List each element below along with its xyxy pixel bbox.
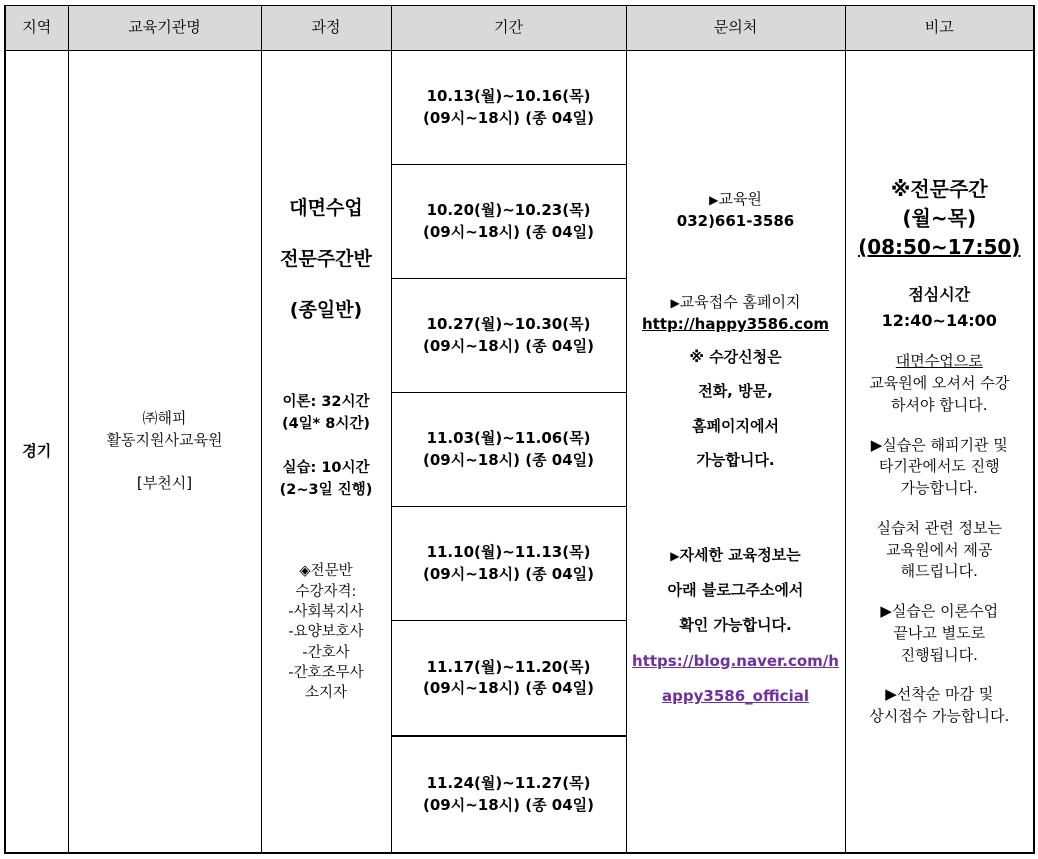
header-remarks: 비고 [845, 6, 1034, 51]
period-dates: 11.17(월)~11.20(목) [426, 657, 591, 676]
period-time: (09시~18시) (종 04일) [422, 679, 595, 698]
office-label: 교육원 [718, 189, 762, 208]
institution-name-line1: ㈜해피 [142, 408, 187, 427]
period-dates: 10.20(월)~10.23(목) [426, 200, 591, 219]
remarks-practice [846, 435, 1034, 500]
remark-line: 끝나고 별도로 [893, 623, 986, 642]
notice-line: 전화, 방문, [698, 382, 773, 401]
institution-name-line2: 활동지원사교육원 [106, 430, 223, 449]
triangle-icon: ▶ [670, 296, 680, 311]
course-title-line3: (종일반) [289, 299, 363, 322]
course-hours [262, 392, 391, 501]
remark-line: 교육원에 오셔서 수강 [869, 374, 1010, 393]
remarks-days: (월~목) [902, 206, 977, 231]
course-title-line2: 전문주간반 [280, 248, 372, 271]
blog-link-line2[interactable]: appy3586_official [662, 686, 809, 705]
contact-blog [627, 538, 845, 714]
period-cell [391, 736, 626, 853]
course-theory: 이론: 32시간 [282, 394, 370, 411]
remark-line: ▶선착순 마감 및 [885, 685, 994, 704]
period-time: (09시~18시) (종 04일) [422, 564, 595, 583]
blog-link-line1[interactable]: https://blog.naver.com/h [632, 651, 839, 670]
period-cell [391, 507, 626, 621]
registration-notice [627, 340, 845, 478]
homepage-label: 교육접수 홈페이지 [679, 293, 801, 312]
period-time: (09시~18시) (종 04일) [422, 108, 595, 127]
lunch-time: 12:40~14:00 [881, 310, 997, 330]
period-time: (09시~18시) (종 04일) [422, 795, 595, 814]
contact-office [627, 189, 845, 233]
remarks-close [846, 684, 1034, 728]
qual-item: 소지자 [304, 685, 348, 702]
blog-intro-line: 확인 가능합니다. [679, 616, 792, 635]
contact-cell [626, 51, 845, 854]
remarks-after [846, 601, 1034, 666]
triangle-icon: ▶ [709, 192, 719, 207]
qual-item: -간호사 [302, 644, 350, 661]
remarks-cell [845, 51, 1034, 854]
period-cell [391, 393, 626, 507]
remarks-site [846, 518, 1034, 583]
header-contact: 문의처 [626, 6, 845, 51]
institution-location: [부천시] [136, 474, 193, 493]
period-cell [391, 621, 626, 736]
course-title-line1: 대면수업 [289, 197, 363, 220]
region-cell: 경기 [5, 51, 68, 854]
remark-line: 해드립니다. [900, 562, 978, 581]
period-cell [391, 279, 626, 393]
period-cell [391, 165, 626, 279]
remark-line: 상시접수 가능합니다. [869, 707, 1010, 726]
schedule-table [4, 5, 1035, 854]
notice-line: 가능합니다. [696, 451, 775, 470]
lunch-label: 점심시간 [908, 285, 971, 305]
office-phone: 032)661-3586 [676, 211, 795, 230]
period-time: (09시~18시) (종 04일) [422, 222, 595, 241]
remark-line: 하셔야 합니다. [891, 395, 988, 414]
course-cell [261, 51, 391, 854]
header-period: 기간 [391, 6, 626, 51]
remarks-title: ※전문주간 [890, 177, 988, 202]
qual-title: ◈전문반 [299, 563, 353, 580]
remarks-hours: (08:50~17:50) [858, 235, 1021, 260]
period-dates: 11.24(월)~11.27(목) [426, 773, 591, 792]
homepage-link[interactable]: http://happy3586.com [641, 315, 830, 334]
blog-intro-line: 아래 블로그주소에서 [667, 581, 804, 600]
contact-homepage [627, 292, 845, 478]
period-time: (09시~18시) (종 04일) [422, 336, 595, 355]
period-dates: 11.10(월)~11.13(목) [426, 543, 591, 562]
remark-line: 대면수업으로 [895, 352, 983, 371]
period-cell [391, 51, 626, 165]
period-time: (09시~18시) (종 04일) [422, 450, 595, 469]
course-qualifications [262, 561, 391, 703]
remark-line: 가능합니다. [900, 479, 978, 498]
remark-line: ▶실습은 해피기관 및 [870, 435, 1008, 454]
lunch-block [846, 282, 1034, 333]
remark-line: 진행됩니다. [900, 645, 978, 664]
header-region: 지역 [5, 6, 68, 51]
header-row [5, 6, 1034, 51]
header-course: 과정 [261, 6, 391, 51]
remarks-inperson [846, 351, 1034, 416]
qual-item: -요양보호사 [288, 624, 364, 641]
institution-cell [68, 51, 261, 854]
notice-line: 홈페이지에서 [692, 416, 779, 435]
qual-label: 수강자격: [295, 583, 357, 600]
course-practice-detail: (2~3일 진행) [279, 481, 373, 498]
remark-line: 실습처 관련 정보는 [876, 518, 1002, 537]
notice-line: ※ 수강신청은 [689, 347, 782, 366]
period-dates: 10.27(월)~10.30(목) [426, 314, 591, 333]
qual-item: -간호조무사 [288, 664, 364, 681]
course-practice: 실습: 10시간 [282, 459, 370, 476]
header-institution: 교육기관명 [68, 6, 261, 51]
qual-item: -사회복지사 [288, 604, 364, 621]
remark-line: 교육원에서 제공 [886, 540, 993, 559]
triangle-icon: ▶ [670, 548, 680, 563]
remark-line: ▶실습은 이론수업 [880, 602, 999, 621]
blog-intro-line: 자세한 교육정보는 [679, 545, 801, 564]
remark-line: 타기관에서도 진행 [878, 457, 1000, 476]
period-dates: 11.03(월)~11.06(목) [426, 429, 591, 448]
course-theory-detail: (4일* 8시간) [281, 416, 371, 433]
table-row [5, 51, 1034, 165]
period-dates: 10.13(월)~10.16(목) [426, 86, 591, 105]
